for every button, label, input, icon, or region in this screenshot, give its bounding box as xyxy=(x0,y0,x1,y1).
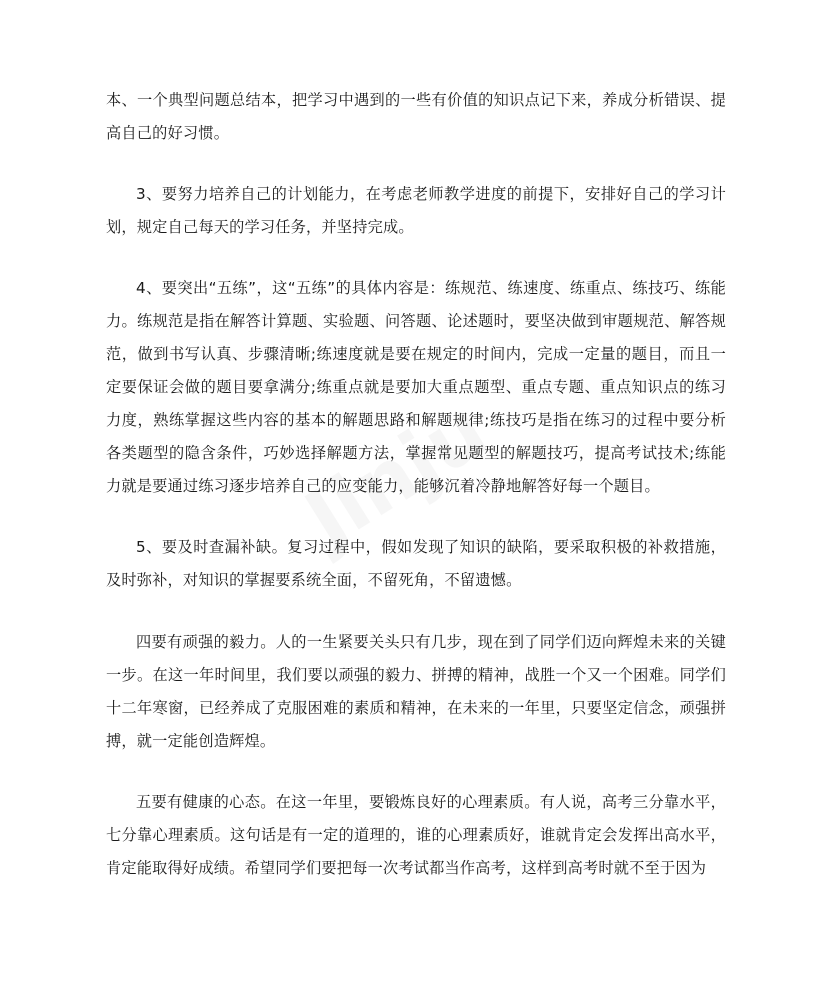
paragraph-item-4: 4、要突出“五练”，这“五练”的具体内容是：练规范、练速度、练重点、练技巧、练能力。练规范是指在解答计算题、实验题、问答题、论述题时，要坚决做到审题规范、解答规范，做到书写认真、步骤清晰;练速度就是要在规定的时间内，完成一定量的题目，而且一定要保证会做的题目要拿满分;练重点就是要加大重点题型、重点专题、重点知识点的练习力度，熟练掌握这些内容的基本的解题思路和解题规律;练技巧是指在练习的过程中要分析各类题型的隐含条件，巧妙选择解题方法，掌握常见题型的解题技巧，提高考试技术;练能力就是要通过练习逐步培养自己的应变能力，能够沉着冷静地解答好每一个题目。 xyxy=(106,279,726,495)
paragraph-healthy-mindset: 五要有健康的心态。在这一年里，要锻炼良好的心理素质。有人说，高考三分靠水平，七分靠心理素质。这句话是有一定的道理的，谁的心理素质好，谁就肯定会发挥出高水平，肯定能取得好成绩。希望同学们要把每一次考试都当作高考，这样到高考时就不至于因为 xyxy=(106,793,726,877)
paragraph-perseverance: 四要有顽强的毅力。人的一生紧要关头只有几步，现在到了同学们迈向辉煌未来的关键一步。在这一年时间里，我们要以顽强的毅力、拼搏的精神，战胜一个又一个困难。同学们十二年寒窗，已经养成了克服困难的素质和精神，在未来的一年里，只要坚定信念，顽强拼搏，就一定能创造辉煌。 xyxy=(106,633,726,750)
paragraph-item-3: 3、要努力培养自己的计划能力，在考虑老师教学进度的前提下，安排好自己的学习计划，规定自己每天的学习任务，并坚持完成。 xyxy=(106,185,726,236)
paragraph-item-5: 5、要及时查漏补缺。复习过程中，假如发现了知识的缺陷，要采取积极的补救措施，及时弥补，对知识的掌握要系统全面，不留死角，不留遗憾。 xyxy=(106,538,726,589)
paragraph-continuation: 本、一个典型问题总结本，把学习中遇到的一些有价值的知识点记下来，养成分析错误、提高自己的好习惯。 xyxy=(106,91,726,142)
